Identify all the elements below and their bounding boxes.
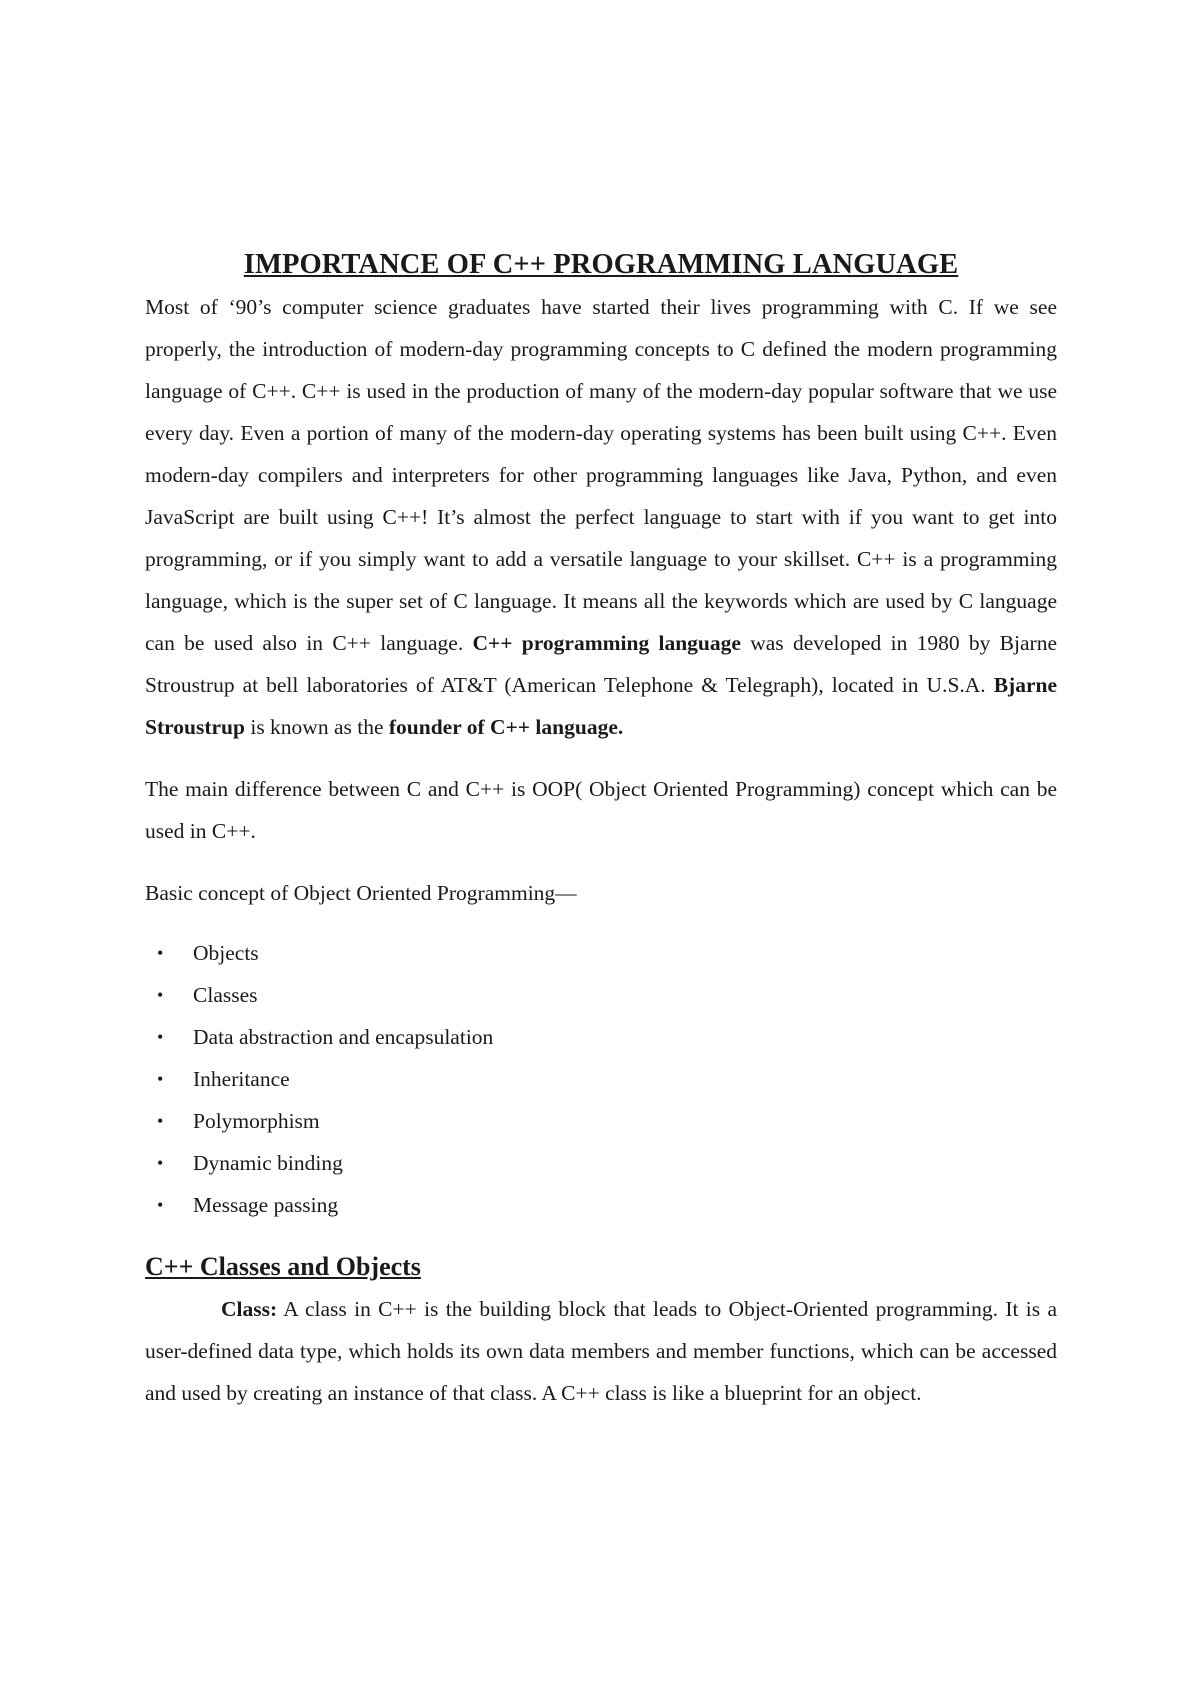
list-item-label: Classes — [193, 983, 258, 1007]
oop-concepts-list — [145, 932, 1057, 1226]
intro-text-2: was developed in 1980 by Bjarne Stroustrup at bell laboratories of AT&T (American Telephone & Telegraph), located in U.S.A. — [145, 631, 1057, 697]
intro-bold-founder: founder of C++ language. — [388, 715, 624, 739]
oop-heading: Basic concept of Object Oriented Programming— — [145, 881, 577, 905]
document-body — [145, 248, 1057, 1414]
list-item — [145, 1142, 1057, 1184]
page-title: IMPORTANCE OF C++ PROGRAMMING LANGUAGE — [243, 249, 959, 280]
list-item-label: Data abstraction and encapsulation — [193, 1025, 494, 1049]
intro-text-1: Most of ‘90’s computer science graduates have started their lives programming with C. If we see properly, the introduction of modern-day programming concepts to C defined the modern programming language of C++. C++ is used in the production of many of the modern-day popular software that we use every day. Even a portion of many of the modern-day operating systems has been built using C++. Even modern-day compilers and interpreters for other programming languages like Java, Python, and even JavaScript are built using C++! It’s almost the perfect language to start with if you want to get into programming, or if you simply want to add a versatile language to your skillset. C++ is a programming language, which is the super set of C language. It means all the keywords which are used by C language can be used also in C++ language. — [145, 295, 1057, 655]
list-item-label: Objects — [193, 941, 259, 965]
difference-paragraph: The main difference between C and C++ is OOP( Object Oriented Programming) concept which can be used in C++. — [145, 777, 1057, 843]
bullet-icon: • — [157, 1027, 164, 1047]
intro-bold-stroustrup: Bjarne Stroustrup — [145, 673, 1057, 739]
bullet-icon: • — [157, 1195, 164, 1215]
bullet-icon: • — [157, 1111, 164, 1131]
list-item — [145, 1016, 1057, 1058]
section-heading: C++ Classes and Objects — [145, 1252, 421, 1281]
list-item-label: Dynamic binding — [193, 1151, 343, 1175]
list-item — [145, 1100, 1057, 1142]
list-item-label: Message passing — [193, 1193, 339, 1217]
class-text: A class in C++ is the building block that leads to Object-Oriented programming. It is a user-defined data type, which holds its own data members and member functions, which can be accessed and used by creating an instance of that class. A C++ class is like a blueprint for an object. — [145, 1297, 1057, 1405]
bullet-icon: • — [157, 943, 164, 963]
class-paragraph — [145, 1288, 1057, 1414]
list-item — [145, 974, 1057, 1016]
list-item — [145, 932, 1057, 974]
bullet-icon: • — [157, 1153, 164, 1173]
class-label: Class: — [221, 1297, 278, 1321]
intro-bold-cpp-language: C++ programming language — [472, 631, 741, 655]
list-item — [145, 1058, 1057, 1100]
list-item-label: Inheritance — [193, 1067, 290, 1091]
bullet-icon: • — [157, 985, 164, 1005]
intro-text-3: is known as the — [244, 715, 389, 739]
intro-paragraph — [145, 286, 1057, 748]
list-item-label: Polymorphism — [193, 1109, 320, 1133]
list-item — [145, 1184, 1057, 1226]
bullet-icon: • — [157, 1069, 164, 1089]
